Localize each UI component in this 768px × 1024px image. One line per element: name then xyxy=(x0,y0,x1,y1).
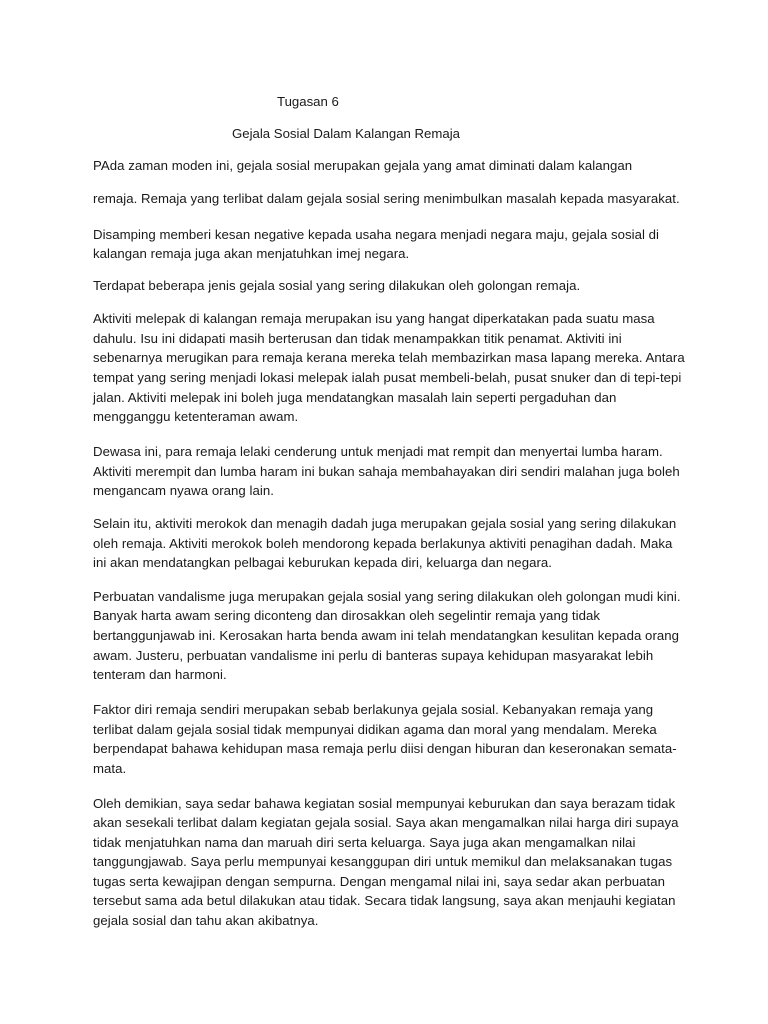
paragraph-10-line-3: tidak menjatuhkan nama dan maruah diri serta keluarga. Saya juga akan mengamalkan nilai xyxy=(93,835,636,850)
paragraph-10-line-6: tersebut sama ada betul dilakukan atau tidak. Secara tidak langsung, saya akan menjauhi kegiatan xyxy=(93,893,676,908)
paragraph-10-line-7: gejala sosial dan tahu akan akibatnya. xyxy=(93,913,319,928)
paragraph-7-line-1: Selain itu, aktiviti merokok dan menagih dadah juga merupakan gejala sosial yang sering dilakukan xyxy=(93,516,677,531)
paragraph-8-line-2: Banyak harta awam sering diconteng dan dirosakkan oleh segelintir remaja yang tidak xyxy=(93,608,601,623)
paragraph-6-line-2: Aktiviti merempit dan lumba haram ini bukan sahaja membahayakan diri sendiri malahan juga boleh xyxy=(93,464,680,479)
paragraph-5-line-4: tempat yang sering menjadi lokasi melepak ialah pusat membeli-belah, pusat snuker dan di tepi-tepi xyxy=(93,370,682,385)
paragraph-7-line-3: ini akan mendatangkan pelbagai keburukan kepada diri, keluarga dan negara. xyxy=(93,555,552,570)
paragraph-9-line-4: mata. xyxy=(93,761,127,776)
paragraph-5-line-6: mengganggu ketenteraman awam. xyxy=(93,409,299,424)
paragraph-5-line-3: sebenarnya merugikan para remaja kerana mereka telah membazirkan masa lapang mereka. Antara xyxy=(93,350,685,365)
paragraph-9-line-1: Faktor diri remaja sendiri merupakan sebab berlakunya gejala sosial. Kebanyakan remaja yang xyxy=(93,702,654,717)
paragraph-8-line-3: bertanggunjawab ini. Kerosakan harta benda awam ini telah mendatangkan kesulitan kepada orang xyxy=(93,628,680,643)
paragraph-6-line-1: Dewasa ini, para remaja lelaki cenderung untuk menjadi mat rempit dan menyertai lumba haram. xyxy=(93,444,663,459)
paragraph-8-line-1: Perbuatan vandalisme juga merupakan gejala sosial yang sering dilakukan oleh golongan mudi kini. xyxy=(93,589,681,604)
paragraph-4-line-1: Terdapat beberapa jenis gejala sosial yang sering dilakukan oleh golongan remaja. xyxy=(93,278,581,293)
paragraph-10-line-4: tanggungjawab. Saya perlu mempunyai kesanggupan diri untuk memikul dan melaksanakan tugas xyxy=(93,854,673,869)
paragraph-5-line-5: jalan. Aktiviti melepak ini boleh juga mendatangkan masalah lain seperti pergaduhan dan xyxy=(93,390,617,405)
paragraph-3-line-1: Disamping memberi kesan negative kepada usaha negara menjadi negara maju, gejala sosial di xyxy=(93,227,660,242)
document-title: Tugasan 6 xyxy=(277,94,339,109)
paragraph-8-line-4: awam. Justeru, perbuatan vandalisme ini perlu di banteras supaya kehidupan masyarakat lebih xyxy=(93,648,654,663)
paragraph-2-line-1: remaja. Remaja yang terlibat dalam gejala sosial sering menimbulkan masalah kepada masyarakat. xyxy=(93,191,680,206)
paragraph-8-line-5: tenteram dan harmoni. xyxy=(93,667,227,682)
paragraph-7-line-2: oleh remaja. Aktiviti merokok boleh mendorong kepada berlakunya aktiviti penagihan dadah. Maka xyxy=(93,536,673,551)
paragraph-6-line-3: mengancam nyawa orang lain. xyxy=(93,483,274,498)
paragraph-5-line-2: dahulu. Isu ini didapati masih berterusan dan tidak menampakkan titik penamat. Aktiviti ini xyxy=(93,331,622,346)
paragraph-5-line-1: Aktiviti melepak di kalangan remaja merupakan isu yang hangat diperkatakan pada suatu masa xyxy=(93,311,655,326)
paragraph-1-line-1: PAda zaman moden ini, gejala sosial merupakan gejala yang amat diminati dalam kalangan xyxy=(93,158,633,173)
paragraph-9-line-2: terlibat dalam gejala sosial tidak mempunyai didikan agama dan moral yang mendalam. Mereka xyxy=(93,722,657,737)
paragraph-10-line-1: Oleh demikian, saya sedar bahawa kegiatan sosial mempunyai keburukan dan saya berazam tidak xyxy=(93,796,676,811)
paragraph-10-line-5: tugas serta kewajipan dengan sempurna. Dengan mengamal nilai ini, saya sedar akan perbuatan xyxy=(93,874,665,889)
paragraph-10-line-2: akan sesekali terlibat dalam kegiatan gejala sosial. Saya akan mengamalkan nilai harga diri supaya xyxy=(93,815,679,830)
document-subtitle: Gejala Sosial Dalam Kalangan Remaja xyxy=(232,126,460,141)
paragraph-3-line-2: kalangan remaja juga akan menjatuhkan imej negara. xyxy=(93,246,410,261)
paragraph-9-line-3: berpendapat bahawa kehidupan masa remaja perlu diisi dengan hiburan dan keseronakan semata- xyxy=(93,741,677,756)
